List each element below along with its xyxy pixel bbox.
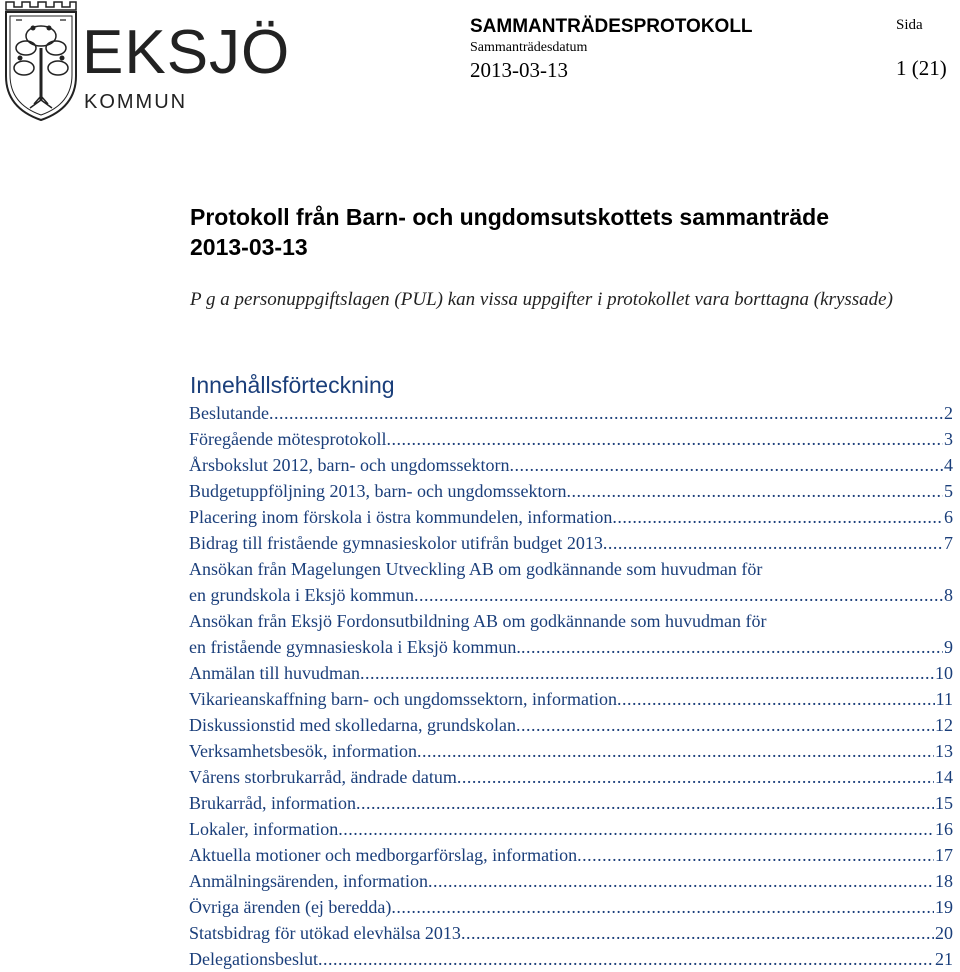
toc-entry-page: 4 <box>944 455 953 475</box>
toc-entry-statsbidrag-elevhalsa[interactable] <box>189 920 953 946</box>
toc-leader-dots <box>577 842 934 868</box>
toc-entry-page: 16 <box>935 819 953 839</box>
document-type: SAMMANTRÄDESPROTOKOLL <box>470 16 753 37</box>
eksjo-kommun-logo <box>0 0 291 124</box>
toc-entry-page: 6 <box>944 507 953 527</box>
toc-leader-dots <box>269 400 943 426</box>
toc-leader-dots <box>509 452 943 478</box>
toc-entry-placering-forskola[interactable] <box>189 504 953 530</box>
toc-entry-text: en fristående gymnasieskola i Eksjö kommun. <box>189 637 521 657</box>
toc-entry-text: Föregående mötesprotokoll <box>189 429 387 449</box>
toc-entry-vikarieanskaffning[interactable] <box>189 686 953 712</box>
toc-leader-dots <box>612 504 943 530</box>
toc-entry-page: 18 <box>935 871 953 891</box>
toc-leader-dots <box>617 686 935 712</box>
toc-entry-text: Årsbokslut 2012, barn- och ungdomssektorn <box>189 455 510 475</box>
toc-entry-brukarrad[interactable] <box>189 790 953 816</box>
toc-entry-text: Budgetuppföljning 2013, barn- och ungdomssektorn <box>189 481 567 501</box>
protocol-title <box>190 202 829 262</box>
toc-entry-text: Diskussionstid med skolledarna, grundskolan <box>189 715 516 735</box>
toc-entry-delegationsbeslut[interactable] <box>189 946 953 972</box>
toc-leader-dots <box>356 790 934 816</box>
toc-entry-aktuella-motioner[interactable] <box>189 842 953 868</box>
toc-entry-beslutande[interactable] <box>189 400 953 426</box>
toc-entry-ovriga-arenden[interactable] <box>189 894 953 920</box>
toc-entry-diskussionstid[interactable] <box>189 712 953 738</box>
toc-entry-text: Statsbidrag för utökad elevhälsa 2013 <box>189 923 461 943</box>
toc-entry-text: Bidrag till fristående gymnasieskolor utifrån budget 2013 <box>189 533 603 553</box>
toc-entry-text: en grundskola i Eksjö kommun <box>189 585 414 605</box>
toc-entry-text-line-1: Ansökan från Eksjö Fordonsutbildning AB om godkännande som huvudman för <box>189 611 767 631</box>
toc-entry-text: Delegationsbeslut <box>189 949 318 969</box>
toc-entry-page: 17 <box>935 845 953 865</box>
toc-entry-page: 10 <box>935 663 953 683</box>
toc-entry-ansokan-magelungen[interactable] <box>189 556 953 608</box>
toc-heading: Innehållsförteckning <box>190 372 395 398</box>
toc-entry-ansokan-fordonsutbildning[interactable] <box>189 608 953 660</box>
toc-leader-dots <box>360 660 934 686</box>
logo-wordmark: EKSJÖ <box>82 18 291 87</box>
toc-entry-page: 13 <box>935 741 953 761</box>
toc-entry-page: 21 <box>935 949 953 969</box>
table-of-contents <box>189 400 953 972</box>
toc-entry-page: 11 <box>935 689 953 709</box>
toc-entry-text: Anmälan till huvudman <box>189 663 360 683</box>
toc-leader-dots <box>516 712 934 738</box>
toc-entry-text: Anmälningsärenden, information <box>189 871 428 891</box>
toc-entry-arsbokslut[interactable] <box>189 452 953 478</box>
pul-notice: P g a personuppgiftslagen (PUL) kan vissa uppgifter i protokollet vara borttagna (kryssade) <box>190 289 893 310</box>
toc-entry-budgetuppfoljning[interactable] <box>189 478 953 504</box>
toc-entry-verksamhetsbesok[interactable] <box>189 738 953 764</box>
page-label: Sida <box>896 17 923 33</box>
toc-entry-page: 19 <box>935 897 953 917</box>
toc-entry-lokaler[interactable] <box>189 816 953 842</box>
toc-entry-text: Brukarråd, information <box>189 793 356 813</box>
toc-leader-dots <box>461 920 934 946</box>
toc-entry-page: 8 <box>944 585 953 605</box>
toc-entry-page: 2 <box>944 403 953 423</box>
toc-leader-dots <box>521 634 943 660</box>
toc-entry-page: 5 <box>944 481 953 501</box>
toc-entry-text: Beslutande <box>189 403 269 423</box>
toc-entry-page: 14 <box>935 767 953 787</box>
toc-entry-page: 7 <box>944 533 953 553</box>
toc-leader-dots <box>428 868 934 894</box>
toc-leader-dots <box>338 816 934 842</box>
meeting-date-label: Sammanträdesdatum <box>470 40 588 55</box>
toc-entry-page: 12 <box>935 715 953 735</box>
toc-entry-foregaende-motesprotokoll[interactable] <box>189 426 953 452</box>
toc-leader-dots <box>414 582 943 608</box>
toc-entry-text: Vikarieanskaffning barn- och ungdomssektorn, information <box>189 689 617 709</box>
toc-leader-dots <box>566 478 943 504</box>
toc-leader-dots <box>391 894 934 920</box>
toc-entry-storbrukarrad[interactable] <box>189 764 953 790</box>
toc-entry-text: Verksamhetsbesök, information <box>189 741 417 761</box>
page-number: 1 (21) <box>896 56 947 80</box>
protocol-title-line-1: Protokoll från Barn- och ungdomsutskottets sammanträde <box>190 204 829 230</box>
toc-entry-page: 9 <box>944 637 953 657</box>
toc-leader-dots <box>457 764 934 790</box>
toc-entry-anmalan-huvudman[interactable] <box>189 660 953 686</box>
meeting-date: 2013-03-13 <box>470 58 568 82</box>
toc-entry-text-line-1: Ansökan från Magelungen Utveckling AB om godkännande som huvudman för <box>189 559 763 579</box>
toc-entry-text: Aktuella motioner och medborgarförslag, information <box>189 845 578 865</box>
toc-leader-dots <box>318 946 934 972</box>
toc-entry-text: Placering inom förskola i östra kommundelen, information <box>189 507 613 527</box>
toc-entry-anmalningsarenden[interactable] <box>189 868 953 894</box>
toc-entry-page: 20 <box>935 923 953 943</box>
toc-leader-dots <box>386 426 943 452</box>
toc-leader-dots <box>417 738 934 764</box>
toc-entry-page: 15 <box>935 793 953 813</box>
toc-entry-bidrag-gymnasieskolor[interactable] <box>189 530 953 556</box>
protocol-title-line-2: 2013-03-13 <box>190 234 308 260</box>
toc-leader-dots <box>603 530 943 556</box>
logo-subtitle: KOMMUN <box>84 91 188 113</box>
toc-entry-text: Vårens storbrukarråd, ändrade datum <box>189 767 457 787</box>
toc-entry-page: 3 <box>944 429 953 449</box>
toc-entry-text: Lokaler, information <box>189 819 339 839</box>
toc-entry-text: Övriga ärenden (ej beredda) <box>189 897 392 917</box>
